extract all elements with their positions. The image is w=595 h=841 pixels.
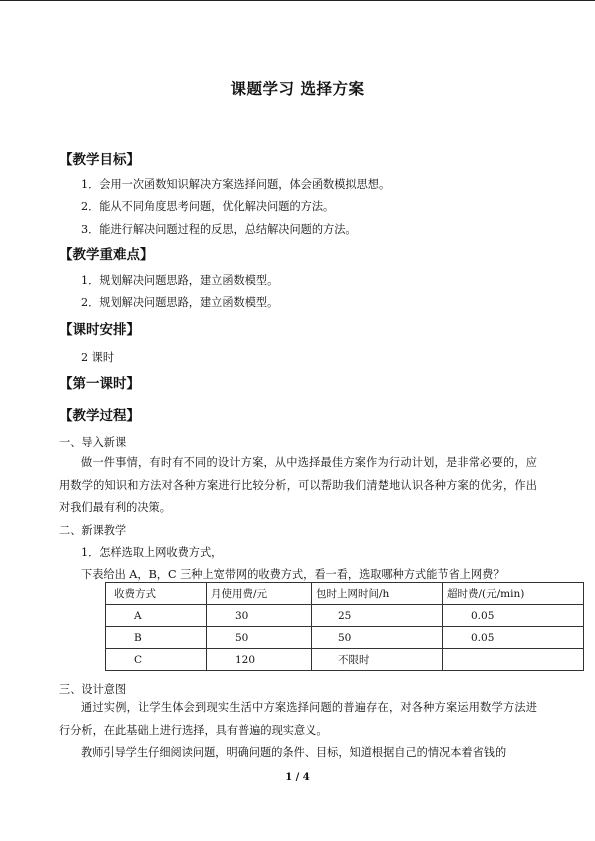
table-cell: 120 [207, 649, 312, 671]
section-heading-key-points: 【教学重难点】 [59, 247, 154, 263]
table-cell: 25 [312, 605, 443, 627]
table-row [106, 605, 584, 627]
new-lesson-heading: 二、新课教学 [59, 524, 127, 537]
schedule-text: 2 课时 [81, 351, 115, 364]
goal-item-3: 3．能进行解决问题过程的反思，总结解决问题的方法。 [81, 223, 357, 236]
table-row [106, 649, 584, 671]
question-1-description: 下表给出 A，B，C 三种上宽带网的收费方式，看一看，选取哪种方式能节省上网费？ [81, 568, 505, 581]
table-cell: 0.05 [443, 627, 584, 649]
question-1: 1．怎样选取上网收费方式， [81, 546, 223, 559]
table-header-cell: 收费方式 [106, 583, 207, 605]
key-point-item-1: 1．规划解决问题思路，建立函数模型。 [81, 274, 279, 287]
design-paragraph-2: 教师引导学生仔细阅读问题，明确问题的条件、目标，知道根据自己的情况本着省钱的 [81, 746, 507, 759]
header-rule [0, 0, 595, 1]
table-header-cell: 超时费/(元/min) [443, 583, 584, 605]
section-heading-first-lesson: 【第一课时】 [59, 376, 140, 392]
page-number: 1 / 4 [285, 772, 310, 783]
table-cell: 30 [207, 605, 312, 627]
table-cell: A [106, 605, 207, 627]
intro-heading: 一、导入新课 [59, 436, 127, 449]
page-title: 课题学习 选择方案 [230, 80, 365, 98]
section-heading-goals: 【教学目标】 [59, 152, 140, 168]
table-header-cell: 包时上网时间/h [312, 583, 443, 605]
design-heading: 三、设计意图 [59, 683, 127, 696]
section-heading-process: 【教学过程】 [59, 408, 140, 424]
table-cell: 50 [312, 627, 443, 649]
table-cell: 0.05 [443, 605, 584, 627]
table-cell: 不限时 [312, 649, 443, 671]
design-paragraph-1: 通过实例，让学生体会到现实生活中方案选择问题的普遍存在，对各种方案运用数学方法进行分析，在此基础上进行选择，具有普遍的现实意义。 [59, 701, 537, 737]
intro-paragraph: 做一件事情，有时有不同的设计方案，从中选择最佳方案作为行动计划，是非常必要的，应用数学的知识和方法对各种方案进行比较分析，可以帮助我们清楚地认识各种方案的优劣，作出对我们最有利的决策。 [59, 456, 537, 514]
table-row [106, 627, 584, 649]
goal-item-2: 2．能从不同角度思考问题，优化解决问题的方法。 [81, 200, 335, 213]
key-point-item-2: 2．规划解决问题思路，建立函数模型。 [81, 296, 279, 309]
table-cell [443, 649, 584, 671]
section-heading-schedule: 【课时安排】 [59, 322, 140, 338]
table-header-cell: 月使用费/元 [207, 583, 312, 605]
fee-table [105, 582, 584, 671]
table-cell: C [106, 649, 207, 671]
goal-item-1: 1．会用一次函数知识解决方案选择问题，体会函数模拟思想。 [81, 178, 391, 191]
table-header-row [106, 583, 584, 605]
table-cell: B [106, 627, 207, 649]
table-cell: 50 [207, 627, 312, 649]
